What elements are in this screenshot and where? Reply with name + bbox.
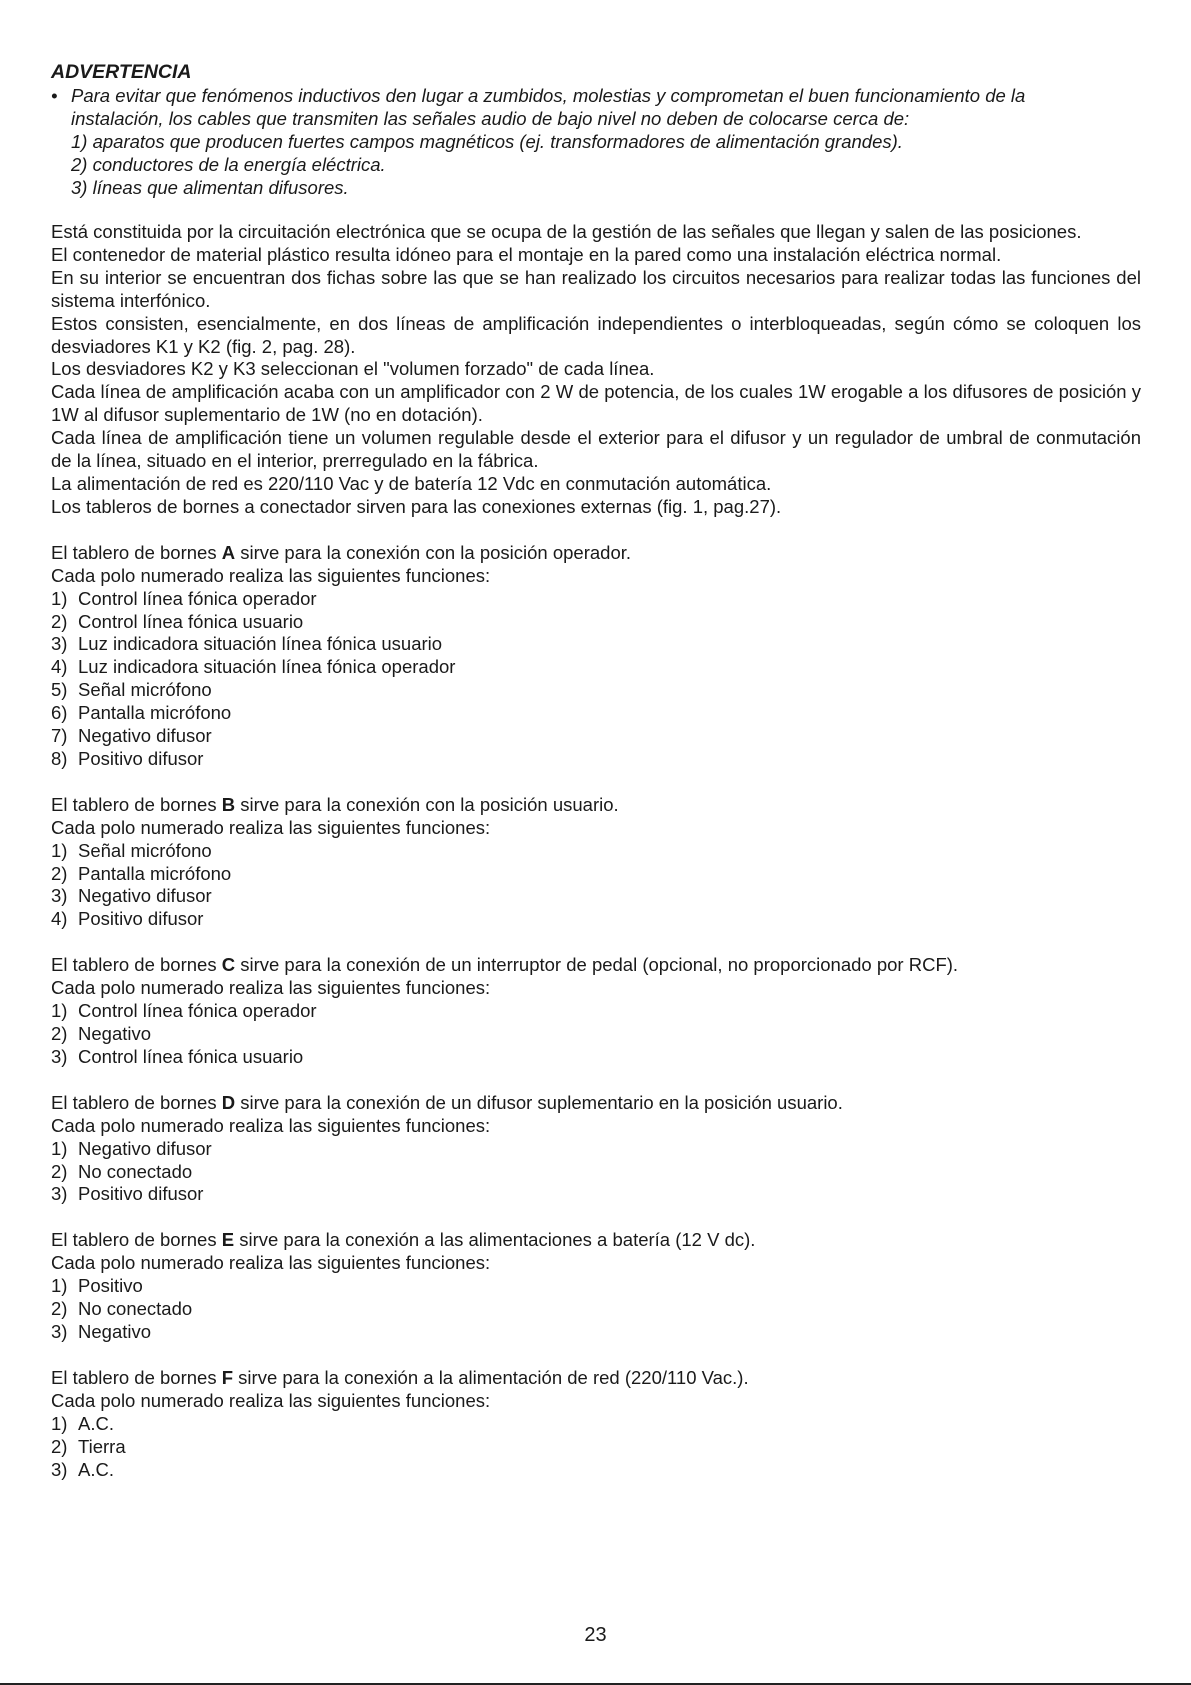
pole-function: Control línea fónica operador — [78, 587, 317, 609]
pole-function: Positivo difusor — [78, 908, 204, 930]
terminal-section — [51, 954, 1141, 1069]
terminal-letter: E — [221, 1229, 235, 1251]
terminal-heading-prefix: El tablero de bornes — [51, 541, 222, 563]
list-item — [51, 1275, 1141, 1298]
page-content — [51, 61, 1141, 1481]
description — [51, 221, 1141, 519]
list-item — [51, 1413, 1141, 1436]
list-item — [51, 611, 1141, 634]
terminal-letter: F — [221, 1366, 234, 1388]
list-item — [51, 1459, 1141, 1482]
warning-line: Para evitar que fenómenos inductivos den lugar a zumbidos, molestias y comprometan el buen funcionamiento de la — [71, 85, 1026, 106]
pole-number: 1) — [51, 1412, 68, 1434]
warning-line: 2) conductores de la energía eléctrica. — [71, 154, 386, 175]
terminal-intro: Cada polo numerado realiza las siguientes funciones: — [51, 1252, 491, 1274]
pole-list — [51, 840, 1141, 932]
description-paragraph: La alimentación de red es 220/110 Vac y de batería 12 Vdc en conmutación automática. — [51, 472, 772, 494]
terminal-section — [51, 794, 1141, 931]
pole-number: 2) — [51, 1023, 68, 1044]
pole-number: 2) — [51, 1160, 68, 1182]
pole-number: 7) — [51, 725, 68, 747]
pole-list — [51, 1275, 1141, 1344]
list-item — [51, 863, 1141, 886]
terminal-heading-suffix: sirve para la conexión con la posición operador. — [235, 541, 632, 563]
description-paragraph: Cada línea de amplificación tiene un volumen regulable desde el exterior para el difusor y un regulador de umbral de conmutación de la línea, situado en el interior, prerregulado en la fábrica. — [51, 427, 1141, 472]
pole-list — [51, 1138, 1141, 1207]
pole-number: 1) — [51, 839, 68, 861]
terminal-letter: D — [221, 1091, 236, 1113]
pole-function: Señal micrófono — [78, 839, 212, 861]
list-item — [51, 1298, 1141, 1321]
terminal-heading-suffix: sirve para la conexión a las alimentaciones a batería (12 V dc). — [234, 1229, 756, 1251]
terminal-letter: A — [221, 541, 236, 563]
list-item — [51, 725, 1141, 748]
description-paragraph: En su interior se encuentran dos fichas sobre las que se han realizado los circuitos necesarios para realizar todas las funciones del sistema interfónico. — [51, 266, 1141, 311]
terminal-intro: Cada polo numerado realiza las siguientes funciones: — [51, 816, 491, 838]
list-item — [51, 588, 1141, 611]
terminal-heading-prefix: El tablero de bornes — [51, 1366, 222, 1388]
pole-function: No conectado — [78, 1298, 193, 1320]
pole-number: 5) — [51, 679, 68, 701]
pole-function: Luz indicadora situación línea fónica usuario — [78, 633, 443, 655]
pole-function: Negativo — [78, 1023, 152, 1044]
list-item — [51, 1046, 1141, 1069]
pole-function: A.C. — [78, 1458, 114, 1480]
list-item — [51, 748, 1141, 771]
list-item — [51, 1000, 1141, 1023]
description-paragraph: El contenedor de material plástico resulta idóneo para el montaje en la pared como una instalación eléctrica normal. — [51, 243, 1002, 265]
description-paragraph: Estos consisten, esencialmente, en dos líneas de amplificación independientes o interbloqueadas, según cómo se coloquen los desviadores K1 y K2 (fig. 2, pag. 28). — [51, 312, 1141, 357]
pole-function: Luz indicadora situación línea fónica operador — [78, 656, 456, 678]
terminal-heading — [51, 1229, 1141, 1252]
terminal-heading — [51, 1367, 1141, 1390]
pole-function: Negativo difusor — [78, 885, 212, 907]
terminal-intro: Cada polo numerado realiza las siguientes funciones: — [51, 564, 491, 586]
list-item — [51, 702, 1141, 725]
list-item — [51, 633, 1141, 656]
pole-function: Control línea fónica usuario — [78, 610, 304, 632]
pole-list — [51, 1413, 1141, 1482]
description-paragraph: Cada línea de amplificación acaba con un amplificador con 2 W de potencia, de los cuales 1W erogable a los difusores de posición y 1W al difusor suplementario de 1W (no en dotación). — [51, 381, 1141, 426]
pole-number: 1) — [51, 1275, 68, 1297]
pole-number: 2) — [51, 610, 68, 632]
page-number: 23 — [584, 1624, 607, 1646]
pole-list — [51, 1000, 1141, 1069]
terminal-letter: C — [221, 954, 236, 976]
terminal-heading-prefix: El tablero de bornes — [51, 954, 222, 976]
description-paragraph: Está constituida por la circuitación electrónica que se ocupa de la gestión de las señales que llegan y salen de las posiciones. — [51, 221, 1082, 242]
description-paragraph: Los tableros de bornes a conectador sirven para las conexiones externas (fig. 1, pag.27). — [51, 495, 782, 517]
terminal-heading-suffix: sirve para la conexión de un interruptor de pedal (opcional, no proporcionado por RCF). — [235, 954, 959, 976]
warning-line: 1) aparatos que producen fuertes campos magnéticos (ej. transformadores de alimentación grandes). — [71, 131, 903, 152]
pole-function: Control línea fónica usuario — [78, 1045, 304, 1067]
pole-number: 3) — [51, 885, 68, 907]
terminal-section — [51, 1367, 1141, 1482]
list-item — [51, 679, 1141, 702]
list-item — [51, 840, 1141, 863]
list-item — [51, 885, 1141, 908]
list-item — [51, 1183, 1141, 1206]
terminal-heading — [51, 954, 1141, 977]
pole-function: Positivo — [78, 1275, 143, 1297]
terminal-heading-suffix: sirve para la conexión con la posición usuario. — [235, 793, 619, 815]
terminal-section — [51, 542, 1141, 771]
list-item — [51, 1321, 1141, 1344]
pole-number: 3) — [51, 1458, 68, 1480]
pole-function: Negativo — [78, 1320, 152, 1342]
terminal-heading — [51, 794, 1141, 817]
pole-number: 3) — [51, 1320, 68, 1342]
pole-function: Control línea fónica operador — [78, 1000, 317, 1022]
terminal-heading-suffix: sirve para la conexión a la alimentación de red (220/110 Vac.). — [233, 1366, 749, 1388]
pole-function: Pantalla micrófono — [78, 702, 232, 724]
pole-number: 4) — [51, 656, 68, 678]
pole-function: Positivo difusor — [78, 1183, 204, 1205]
pole-number: 1) — [51, 1137, 68, 1159]
pole-number: 8) — [51, 747, 68, 769]
pole-number: 1) — [51, 587, 68, 609]
pole-number: 4) — [51, 908, 68, 930]
terminal-letter: B — [221, 793, 236, 815]
pole-number: 1) — [51, 1000, 68, 1022]
bullet-icon: • — [51, 85, 58, 106]
list-item — [51, 1023, 1141, 1046]
pole-function: Señal micrófono — [78, 679, 212, 701]
pole-number: 3) — [51, 1045, 68, 1067]
pole-number: 3) — [51, 1183, 68, 1205]
terminal-heading-suffix: sirve para la conexión de un difusor suplementario en la posición usuario. — [235, 1091, 843, 1113]
terminal-intro: Cada polo numerado realiza las siguientes funciones: — [51, 977, 491, 999]
pole-function: Negativo difusor — [78, 1137, 212, 1159]
warning-block — [51, 84, 1141, 199]
terminal-heading-prefix: El tablero de bornes — [51, 793, 222, 815]
pole-function: A.C. — [78, 1412, 114, 1434]
pole-list — [51, 588, 1141, 771]
pole-function: Pantalla micrófono — [78, 862, 232, 884]
pole-function: Positivo difusor — [78, 747, 204, 769]
terminal-sections — [51, 542, 1141, 1482]
pole-function: Negativo difusor — [78, 725, 212, 747]
terminal-heading — [51, 542, 1141, 565]
terminal-intro: Cada polo numerado realiza las siguientes funciones: — [51, 1389, 491, 1411]
warning-line: instalación, los cables que transmiten las señales audio de bajo nivel no deben de colocarse cerca de: — [71, 108, 910, 129]
terminal-heading-prefix: El tablero de bornes — [51, 1229, 222, 1251]
terminal-heading-prefix: El tablero de bornes — [51, 1091, 222, 1113]
terminal-section — [51, 1229, 1141, 1344]
terminal-heading — [51, 1092, 1141, 1115]
list-item — [51, 1138, 1141, 1161]
pole-number: 3) — [51, 633, 68, 655]
pole-number: 2) — [51, 1298, 68, 1320]
list-item — [51, 1436, 1141, 1459]
pole-number: 2) — [51, 862, 68, 884]
terminal-section — [51, 1092, 1141, 1207]
warning-title: ADVERTENCIA — [51, 61, 192, 83]
list-item — [51, 656, 1141, 679]
pole-number: 6) — [51, 702, 68, 724]
terminal-intro: Cada polo numerado realiza las siguientes funciones: — [51, 1114, 491, 1136]
pole-function: Tierra — [78, 1435, 126, 1457]
pole-number: 2) — [51, 1435, 68, 1457]
description-paragraph: Los desviadores K2 y K3 seleccionan el "volumen forzado" de cada línea. — [51, 358, 655, 380]
warning-line: 3) líneas que alimentan difusores. — [71, 177, 349, 198]
list-item — [51, 908, 1141, 931]
pole-function: No conectado — [78, 1160, 193, 1182]
list-item — [51, 1161, 1141, 1184]
